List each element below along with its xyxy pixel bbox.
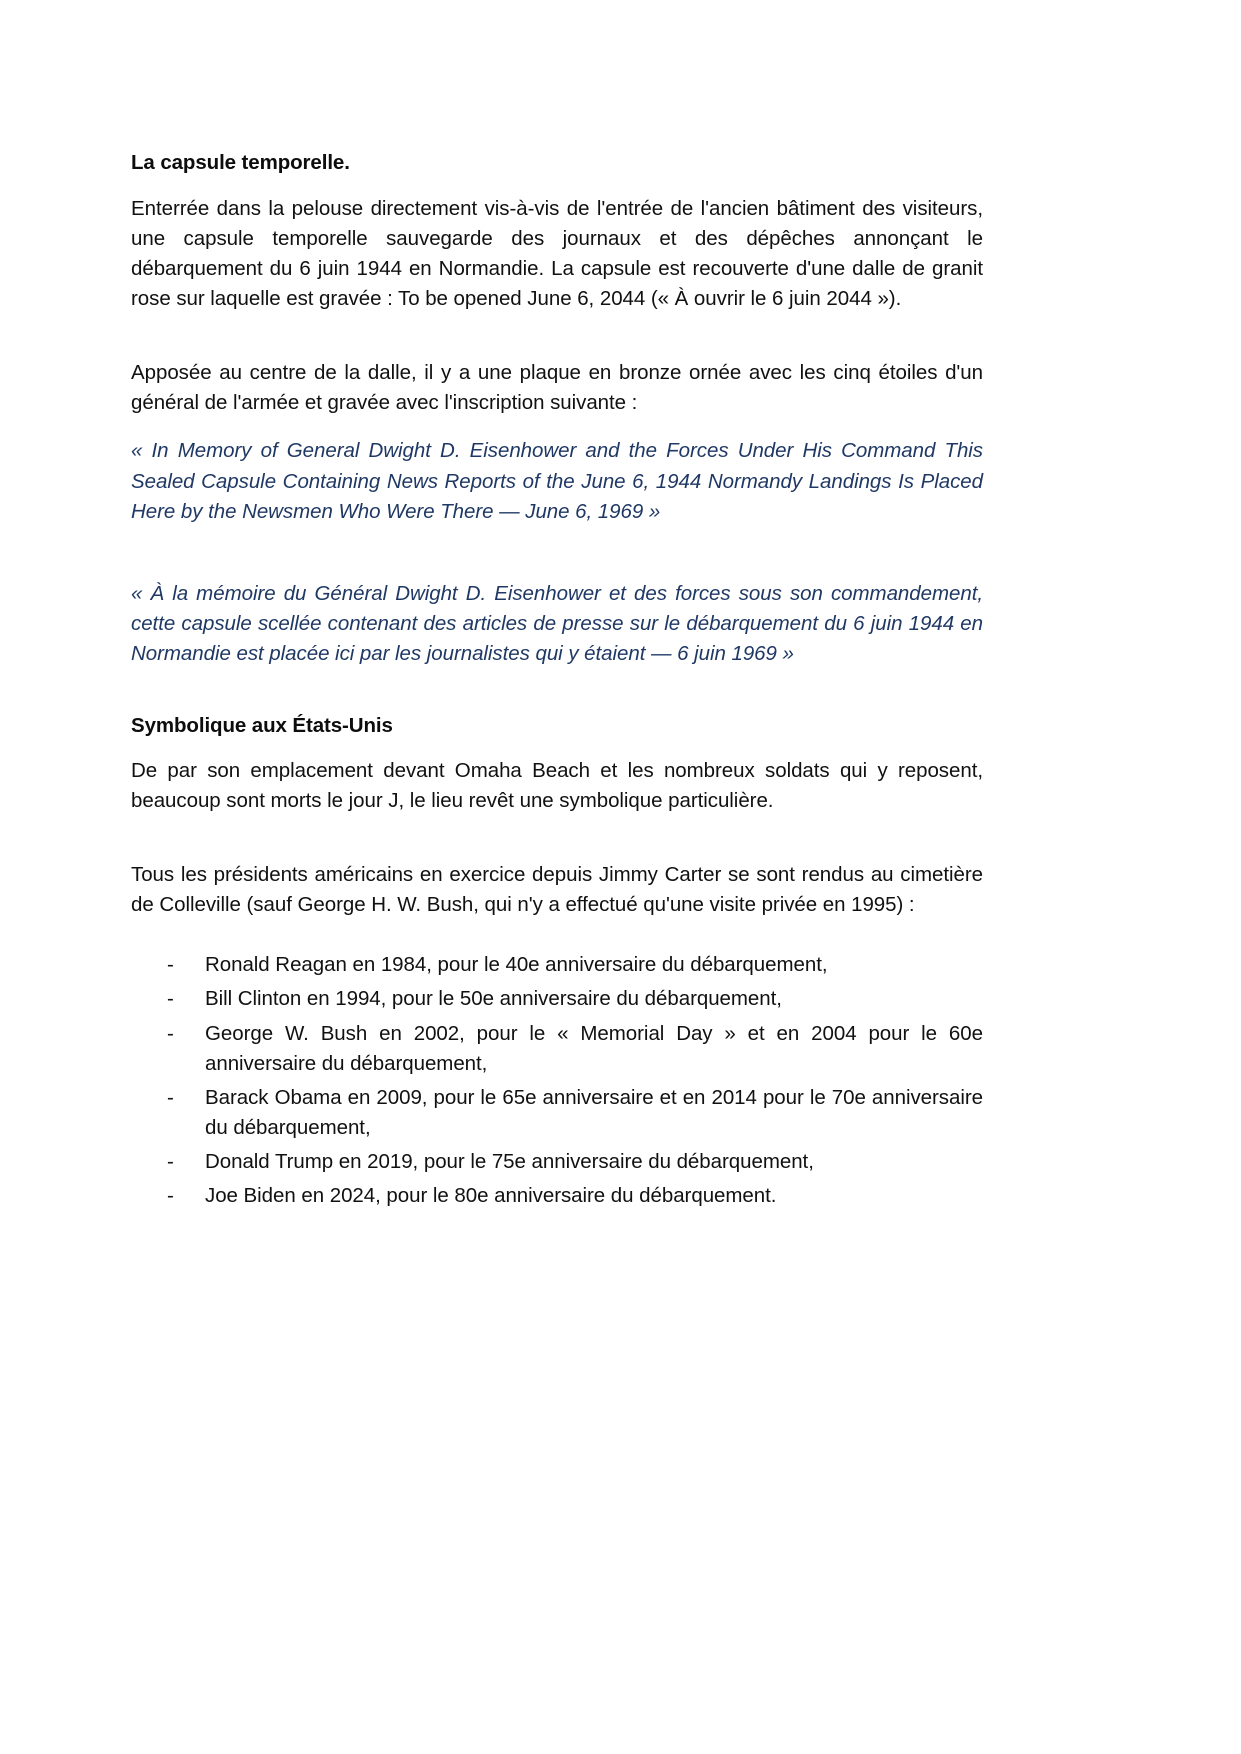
quote-french-inscription: « À la mémoire du Général Dwight D. Eisenhower et des forces sous son commandement, cette capsule scellée contenant des articles de presse sur le débarquement du 6 juin 1944 en Normandie est placée ici par les journalistes qui y étaient — 6 juin 1969 » [131,581,983,666]
spacer [131,920,983,950]
dash-bullet-icon: - [167,953,174,977]
section-heading-symbolique: Symbolique aux États-Unis [131,714,393,738]
list-item-label: Joe Biden en 2024, pour le 80e anniversaire du débarquement. [205,1184,777,1208]
spacer [131,314,983,358]
paragraph-presidents-intro: Tous les présidents américains en exercice depuis Jimmy Carter se sont rendus au cimetière de Colleville (sauf George H. W. Bush, qui n'y a effectué qu'une visite privée en 1995) : [131,863,983,917]
list-item-label: Donald Trump en 2019, pour le 75e anniversaire du débarquement, [205,1150,814,1174]
spacer [131,418,983,436]
spacer [131,816,983,860]
list-item-label: Bill Clinton en 1994, pour le 50e anniversaire du débarquement, [205,987,782,1011]
dash-bullet-icon: - [167,1085,174,1109]
paragraph-symbolique: De par son emplacement devant Omaha Beach et les nombreux soldats qui y reposent, beaucoup sont morts le jour J, le lieu revêt une symbolique particulière. [131,758,983,812]
page-title: La capsule temporelle. [131,151,350,174]
list-item [167,1019,983,1079]
presidents-list-wrapper [167,950,983,1211]
quote-english-inscription: « In Memory of General Dwight D. Eisenhower and the Forces Under His Command This Sealed Capsule Containing News Reports of the June 6, 1944 Normandy Landings Is Placed Here by the Newsmen Who Were There — June 6, 1969 » [131,439,983,523]
document-body [131,150,983,1211]
list-item [167,1083,983,1143]
presidents-visits-list [167,950,983,1211]
dash-bullet-icon: - [167,987,174,1011]
paragraph-time-capsule-intro: Enterrée dans la pelouse directement vis-à-vis de l'entrée de l'ancien bâtiment des visiteurs, une capsule temporelle sauvegarde des journaux et des dépêches annonçant le débarquement du 6 juin 1944 en Normandie. La capsule est recouverte d'une dalle de granit rose sur laquelle est gravée : To be opened June 6, 2044 (« À ouvrir le 6 juin 2044 »). [131,196,983,311]
paragraph-bronze-plaque: Apposée au centre de la dalle, il y a une plaque en bronze ornée avec les cinq étoiles d'un général de l'armée et gravée avec l'inscription suivante : [131,361,983,415]
list-item [167,950,983,980]
list-item-label: Barack Obama en 2009, pour le 65e anniversaire et en 2014 pour le 70e anniversaire du débarquement, [205,1085,983,1139]
list-item [167,984,983,1014]
spacer [131,527,983,579]
dash-bullet-icon: - [167,1021,174,1045]
dash-bullet-icon: - [167,1150,174,1174]
spacer [131,669,983,713]
list-item [167,1181,983,1211]
list-item-label: Ronald Reagan en 1984, pour le 40e anniversaire du débarquement, [205,953,828,977]
dash-bullet-icon: - [167,1184,174,1208]
list-item-label: George W. Bush en 2002, pour le « Memorial Day » et en 2004 pour le 60e anniversaire du débarquement, [205,1021,983,1075]
list-item [167,1147,983,1177]
